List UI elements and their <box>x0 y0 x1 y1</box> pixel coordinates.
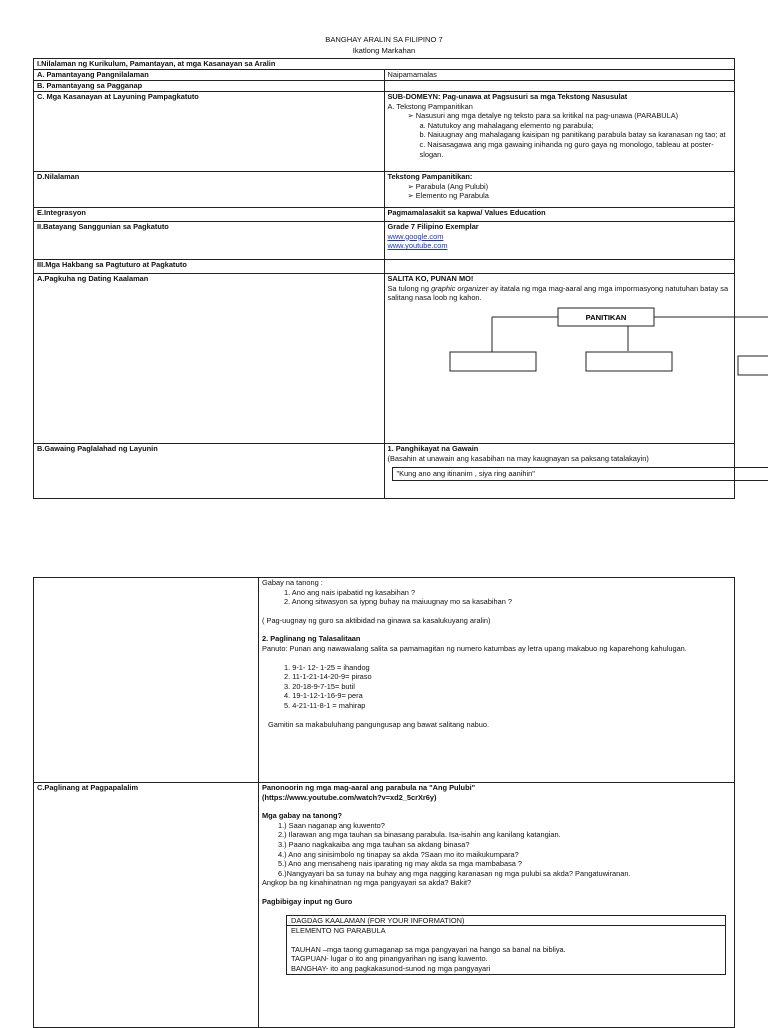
talasalitaan-heading: 2. Paglinang ng Talasalitaan <box>262 634 731 644</box>
section-1-header: I.Nilalaman ng Kurikulum, Pamantayan, at mga Kasanayan sa Aralin <box>34 59 735 70</box>
vocab-item-2: 2. 11-1-21-14-20-9= piraso <box>262 672 731 682</box>
row-ii-label: II.Batayang Sanggunian sa Pagkatuto <box>34 222 385 260</box>
pag-uugnay-note: ( Pag-uugnay ng guro sa aktibidad na ginawa sa kasalukuyang aralin) <box>262 616 731 626</box>
row-a-label: A. Pamantayang Pangnilalaman <box>34 70 385 81</box>
objective-a: a. Natutukoy ang mahalagang elemento ng parabula; <box>388 121 732 131</box>
question-6-followup: Angkop ba ng kinahinatnan ng mga pangyayari sa akda? Bakit? <box>262 878 731 888</box>
info-box-title: ELEMENTO NG PARABULA <box>287 926 725 936</box>
row-e-label: E.Integrasyon <box>34 208 385 222</box>
row-a2-content <box>384 274 735 444</box>
row-c2-content <box>259 783 735 1028</box>
gabay-heading: Gabay na tanong : <box>262 578 731 588</box>
gabay-q1: 1. Ano ang nais ipabatid ng kasabihan ? <box>262 588 731 598</box>
vocab-item-4: 4. 19-1-12-1-16-9= pera <box>262 691 731 701</box>
row-c-label: C. Mga Kasanayan at Layuning Pampagkatuto <box>34 92 385 172</box>
content-item-1: ➢ Parabula (Ang Pulubi) <box>388 182 732 192</box>
lesson-plan-table-1 <box>33 58 735 499</box>
blank-box-3 <box>738 356 768 375</box>
panghikayat-note: (Basahin at unawain ang kasabihan na may kaugnayan sa paksang tatalakayin) <box>388 454 732 464</box>
subdomain: SUB-DOMEYN: Pag-unawa at Pagsusuri sa mga Tekstong Nasusulat <box>388 92 732 102</box>
activity-instruction: Sa tulong ng graphic organizer ay itatala ng mga mag-aaral ang mga impormasyong natutuhan batay sa salitang nasa loob ng kahon. <box>388 284 732 303</box>
question-4: 4.) Ano ang sinisimbolo ng tinapay sa akda ?Saan mo ito maikukumpara? <box>262 850 731 860</box>
question-6: 6.)Nangyayari ba sa tunay na buhay ang mga nagging karanasan ng mga pulubi sa akda? Pangatuwiranan. <box>262 869 731 879</box>
google-link[interactable]: www.google.com <box>388 232 732 242</box>
vocab-item-5: 5. 4-21-11-8-1 = mahirap <box>262 701 731 711</box>
row-a-value: Naipamamalas <box>384 70 735 81</box>
content-item-2: ➢ Elemento ng Parabula <box>388 191 732 201</box>
guide-questions-heading: Mga gabay na tanong? <box>262 811 731 821</box>
question-1: 1.) Saan naganap ang kuwento? <box>262 821 731 831</box>
youtube-link[interactable]: www.youtube.com <box>388 241 732 251</box>
objective-bullet: ➢ Nasusuri ang mga detalye ng teksto para sa kritikal na pag-unawa (PARABULA) <box>388 111 732 121</box>
document-title: BANGHAY ARALIN SA FILIPINO 7 <box>0 35 768 45</box>
row-c-content <box>384 92 735 172</box>
row-a2-label: A.Pagkuha ng Dating Kaalaman <box>34 274 385 444</box>
question-2: 2.) Ilarawan ang mga tauhan sa binasang parabula. Isa-isahin ang kanilang katangian. <box>262 830 731 840</box>
tekstong-pampanitikan: A. Tekstong Pampanitikan <box>388 102 732 112</box>
activity-heading: SALITA KO, PUNAN MO! <box>388 274 732 284</box>
exemplar-ref: Grade 7 Filipino Exemplar <box>388 222 732 232</box>
row-d-heading: Tekstong Pampanitikan: <box>388 172 732 182</box>
gamitin-instruction: Gamitin sa makabuluhang pangungusap ang bawat salitang nabuo. <box>262 720 731 730</box>
objective-b: b. Naiuugnay ang mahalagang kaisipan ng panitikang parabula batay sa karanasan ng tao; at <box>388 130 732 140</box>
row-iii-label: III.Mga Hakbang sa Pagtuturo at Pagkatuto <box>34 260 385 274</box>
row-d-label: D.Nilalaman <box>34 172 385 208</box>
row-b-value <box>384 81 735 92</box>
row-c2-label: C.Paglinang at Pagpapalalim <box>34 783 259 1028</box>
blank-box-2 <box>586 352 672 371</box>
row-b2-label: B.Gawaing Paglalahad ng Layunin <box>34 444 385 499</box>
gabay-q2: 2. Anong sitwasyon sa iypng buhay na maiuugnay mo sa kasabihan ? <box>262 597 731 607</box>
quote-box: "Kung ano ang itinanim , siya ring aanihin" <box>392 467 768 481</box>
blank-box-1 <box>450 352 536 371</box>
question-3: 3.) Paano nagkakaiba ang mga tauhan sa akdang binasa? <box>262 840 731 850</box>
question-5: 5.) Ano ang mensaheng nais iparating ng may akda sa mga mambabasa ? <box>262 859 731 869</box>
info-box <box>286 915 726 975</box>
info-box-header: DAGDAG KAALAMAN (FOR YOUR INFORMATION) <box>287 916 725 927</box>
row-b-label: B. Pamantayang sa Pagganap <box>34 81 385 92</box>
continued-content <box>259 578 735 783</box>
graphic-organizer <box>388 306 768 396</box>
vocab-item-3: 3. 20-18-9-7-15= butil <box>262 682 731 692</box>
info-banghay: BANGHAY- ito ang pagkakasunod-sunod ng mga pangyayari <box>287 964 725 974</box>
row-e-value: Pagmamalasakit sa kapwa/ Values Education <box>384 208 735 222</box>
lesson-plan-table-2 <box>33 577 735 1028</box>
panonoorin-line: Panonoorin ng mga mag-aaral ang parabula na "Ang Pulubi" <box>262 783 731 793</box>
row-b2-content <box>384 444 735 499</box>
row-ii-content <box>384 222 735 260</box>
video-url: (https://www.youtube.com/watch?v=xd2_5crXr6y) <box>262 793 731 803</box>
row-d-content <box>384 172 735 208</box>
info-tauhan: TAUHAN –mga taong gumaganap sa mga pangyayari na hango sa banal na bibliya. <box>287 945 725 955</box>
vocab-item-1: 1. 9-1- 12- 1-25 = ihandog <box>262 663 731 673</box>
panitikan-label: PANITIKAN <box>585 313 626 322</box>
input-heading: Pagbibigay input ng Guro <box>262 897 731 907</box>
document-subtitle: Ikatlong Markahan <box>0 46 768 56</box>
info-tagpuan: TAGPUAN- lugar o ito ang pinangyarihan ng isang kuwento. <box>287 954 725 964</box>
panghikayat-heading: 1. Panghikayat na Gawain <box>388 444 732 454</box>
panuto: Panuto: Punan ang nawawalang salita sa pamamagitan ng numero katumbas ay letra upang makabuo ng kaparehong kahulugan. <box>262 644 731 654</box>
objective-c: c. Naisasagawa ang mga gawaing inihanda ng guro gaya ng monologo, tableau at poster-slogan. <box>388 140 732 159</box>
